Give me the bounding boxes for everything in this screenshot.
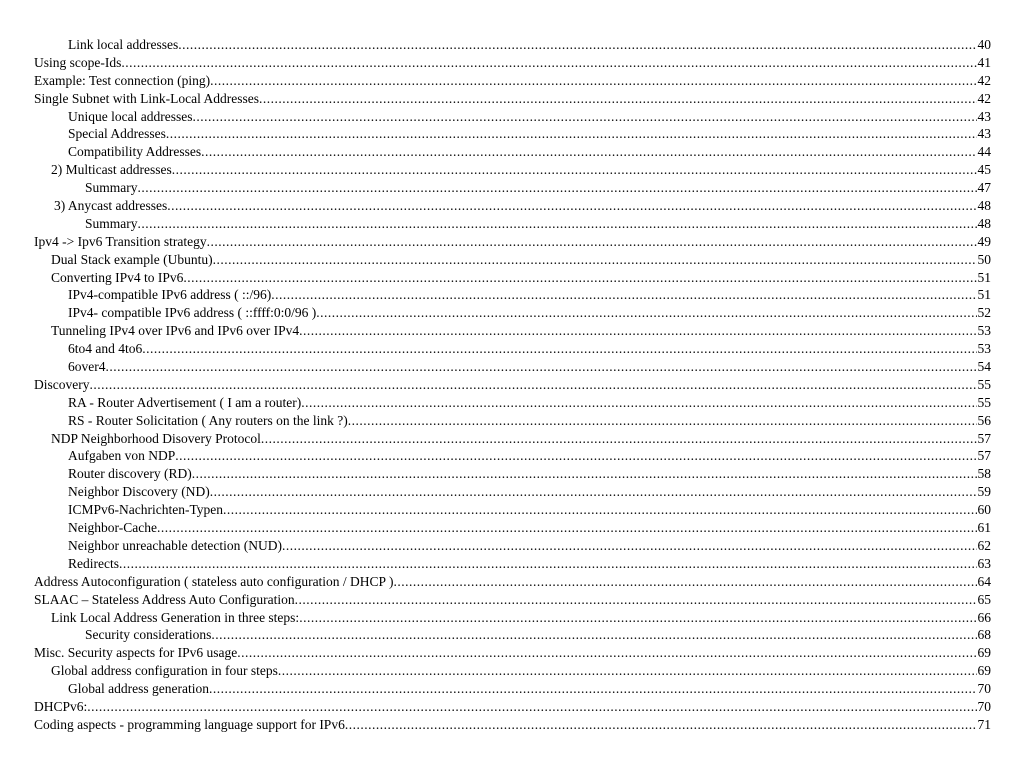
toc-dot-leader: [121, 54, 976, 72]
toc-page-number: 63: [977, 555, 991, 571]
toc-entry[interactable]: [34, 72, 991, 90]
toc-page-number: 53: [977, 323, 991, 339]
toc-dot-leader: [89, 376, 976, 394]
toc-page-number: 69: [977, 645, 991, 661]
toc-dot-leader: [261, 430, 977, 448]
toc-entry-title[interactable]: 6over4: [68, 359, 106, 375]
toc-entry-title[interactable]: Example: Test connection (ping): [34, 72, 211, 88]
toc-entry[interactable]: [34, 36, 991, 54]
toc-page-number: 60: [977, 502, 991, 518]
toc-entry[interactable]: [34, 644, 991, 662]
toc-dot-leader: [210, 483, 977, 501]
toc-entry-title[interactable]: Unique local addresses: [68, 108, 193, 124]
toc-entry-title[interactable]: ICMPv6-Nachrichten-Typen: [68, 502, 224, 518]
toc-page-number: 43: [977, 126, 991, 142]
toc-page-number: 52: [977, 305, 991, 321]
toc-dot-leader: [192, 108, 976, 126]
toc-entry[interactable]: [34, 537, 991, 555]
toc-entry[interactable]: [34, 304, 991, 322]
toc-page-number: 41: [977, 54, 991, 70]
toc-dot-leader: [175, 447, 976, 465]
toc-entry[interactable]: [34, 626, 991, 644]
toc-entry[interactable]: [34, 698, 991, 716]
toc-entry-title[interactable]: NDP Neighborhood Disovery Protocol: [51, 430, 261, 446]
toc-entry[interactable]: [34, 340, 991, 358]
toc-page-number: 59: [977, 484, 991, 500]
toc-page-number: 71: [977, 716, 991, 732]
toc-page-number: 69: [977, 663, 991, 679]
toc-dot-leader: [178, 36, 976, 54]
toc-page-number: 57: [977, 430, 991, 446]
toc-entry-title[interactable]: Coding aspects - programming language support for IPv6: [34, 716, 345, 732]
toc-entry[interactable]: [34, 501, 991, 519]
toc-entry[interactable]: [34, 519, 991, 537]
toc-entry[interactable]: [34, 215, 991, 233]
toc-page-number: 57: [977, 448, 991, 464]
toc-entry[interactable]: [34, 286, 991, 304]
toc-dot-leader: [213, 251, 977, 269]
toc-dot-leader: [259, 90, 977, 108]
toc-entry-title[interactable]: Global address configuration in four steps: [51, 663, 278, 679]
toc-entry[interactable]: [34, 376, 991, 394]
toc-page-number: 49: [977, 233, 991, 249]
toc-dot-leader: [237, 644, 976, 662]
toc-dot-leader: [119, 555, 977, 573]
toc-entry-title[interactable]: Single Subnet with Link-Local Addresses: [34, 90, 259, 106]
toc-page-number: 48: [977, 198, 991, 214]
toc-page-number: 58: [977, 466, 991, 482]
toc-page-number: 42: [977, 72, 991, 88]
table-of-contents: [34, 36, 991, 734]
toc-entry-title[interactable]: Link local addresses: [68, 37, 179, 52]
toc-page-number: 55: [977, 394, 991, 410]
toc-entry-title[interactable]: IPv4- compatible IPv6 address ( ::ffff:0:0/96 ): [68, 305, 317, 321]
toc-entry[interactable]: [34, 716, 991, 734]
toc-page-number: 51: [977, 287, 991, 303]
toc-entry-title[interactable]: Summary: [85, 215, 138, 231]
toc-entry-title[interactable]: Neighbor unreachable detection (NUD): [68, 537, 283, 553]
toc-entry-title[interactable]: Link Local Address Generation in three steps:: [51, 609, 300, 625]
toc-entry-title[interactable]: Address Autoconfiguration ( stateless auto configuration / DHCP ): [34, 573, 394, 589]
toc-dot-leader: [299, 609, 976, 627]
toc-entry-title[interactable]: Aufgaben von NDP: [68, 448, 176, 464]
toc-entry[interactable]: [34, 483, 991, 501]
toc-page-number: 42: [977, 90, 991, 106]
toc-dot-leader: [211, 626, 976, 644]
toc-entry-title[interactable]: 3) Anycast addresses: [54, 198, 168, 214]
toc-entry[interactable]: [34, 125, 991, 143]
toc-entry-title[interactable]: Security considerations: [85, 627, 212, 643]
toc-dot-leader: [223, 501, 976, 519]
toc-dot-leader: [172, 161, 977, 179]
toc-dot-leader: [210, 72, 976, 90]
toc-entry-title[interactable]: Discovery: [34, 376, 90, 392]
toc-dot-leader: [345, 716, 977, 734]
toc-page-number: 65: [977, 591, 991, 607]
toc-entry[interactable]: [34, 412, 991, 430]
toc-dot-leader: [271, 286, 976, 304]
toc-entry[interactable]: [34, 430, 991, 448]
toc-dot-leader: [348, 412, 977, 430]
toc-dot-leader: [166, 125, 977, 143]
toc-entry-title[interactable]: Special Addresses: [68, 126, 166, 142]
toc-page-number: 44: [977, 144, 991, 160]
toc-entry-title[interactable]: 2) Multicast addresses: [51, 162, 172, 178]
toc-dot-leader: [393, 573, 976, 591]
toc-entry[interactable]: [34, 161, 991, 179]
toc-entry[interactable]: [34, 108, 991, 126]
toc-page-number: 54: [977, 359, 991, 375]
toc-page-number: 55: [977, 376, 991, 392]
toc-entry-title[interactable]: Redirects: [68, 555, 119, 571]
toc-dot-leader: [301, 394, 976, 412]
toc-entry[interactable]: [34, 54, 991, 72]
toc-dot-leader: [142, 340, 976, 358]
toc-page-number: 66: [977, 609, 991, 625]
toc-entry-title[interactable]: RS - Router Solicitation ( Any routers on the link ?): [68, 412, 348, 428]
toc-entry[interactable]: [34, 233, 991, 251]
toc-entry-title[interactable]: DHCPv6:: [34, 698, 88, 714]
toc-dot-leader: [167, 197, 976, 215]
toc-dot-leader: [183, 269, 976, 287]
toc-page-number: 68: [977, 627, 991, 643]
toc-page-number: 70: [977, 681, 991, 697]
toc-dot-leader: [316, 304, 976, 322]
toc-dot-leader: [278, 662, 977, 680]
toc-entry-title[interactable]: RA - Router Advertisement ( I am a router): [68, 394, 302, 410]
toc-dot-leader: [87, 698, 976, 716]
toc-entry-title[interactable]: Summary: [85, 180, 138, 196]
toc-dot-leader: [209, 680, 977, 698]
toc-dot-leader: [192, 465, 977, 483]
toc-dot-leader: [157, 519, 977, 537]
toc-page-number: 47: [977, 180, 991, 196]
toc-entry-title[interactable]: Misc. Security aspects for IPv6 usage: [34, 645, 238, 661]
toc-entry[interactable]: [34, 573, 991, 591]
toc-entry[interactable]: [34, 90, 991, 108]
toc-page-number: 50: [977, 251, 991, 267]
toc-entry[interactable]: [34, 179, 991, 197]
toc-entry[interactable]: [34, 269, 991, 287]
toc-page-number: 62: [977, 537, 991, 553]
toc-entry-title[interactable]: 6to4 and 4to6: [68, 341, 143, 357]
toc-dot-leader: [138, 179, 977, 197]
toc-page-number: 40: [977, 37, 991, 52]
toc-entry-title[interactable]: IPv4-compatible IPv6 address ( ::/96): [68, 287, 272, 303]
toc-entry[interactable]: [34, 358, 991, 376]
toc-entry-title[interactable]: Router discovery (RD): [68, 466, 192, 482]
toc-page-number: 61: [977, 520, 991, 536]
toc-entry[interactable]: [34, 680, 991, 698]
toc-page-number: 53: [977, 341, 991, 357]
toc-dot-leader: [201, 143, 976, 161]
toc-entry-title[interactable]: Converting IPv4 to IPv6: [51, 269, 184, 285]
toc-page-number: 64: [977, 573, 991, 589]
toc-dot-leader: [138, 215, 977, 233]
toc-entry-title[interactable]: Dual Stack example (Ubuntu): [51, 251, 213, 267]
toc-entry[interactable]: [34, 591, 991, 609]
toc-entry[interactable]: [34, 662, 991, 680]
toc-entry-title[interactable]: Neighbor Discovery (ND): [68, 484, 210, 500]
toc-page-number: 45: [977, 162, 991, 178]
toc-entry-title[interactable]: Global address generation: [68, 681, 209, 697]
toc-entry-title[interactable]: Ipv4 -> Ipv6 Transition strategy: [34, 233, 207, 249]
toc-entry[interactable]: [34, 322, 991, 340]
toc-entry[interactable]: [34, 197, 991, 215]
toc-entry[interactable]: [34, 251, 991, 269]
toc-page-number: 70: [977, 698, 991, 714]
toc-entry[interactable]: [34, 394, 991, 412]
toc-entry-title[interactable]: Using scope-Ids: [34, 54, 122, 70]
toc-entry[interactable]: [34, 447, 991, 465]
toc-dot-leader: [106, 358, 977, 376]
toc-entry[interactable]: [34, 465, 991, 483]
toc-entry[interactable]: [34, 143, 991, 161]
toc-dot-leader: [207, 233, 977, 251]
toc-page-number: 48: [977, 215, 991, 231]
toc-entry-title[interactable]: SLAAC – Stateless Address Auto Configuration: [34, 591, 295, 607]
toc-entry-title[interactable]: Neighbor-Cache: [68, 520, 157, 536]
toc-entry-title[interactable]: Tunneling IPv4 over IPv6 and IPv6 over IPv4: [51, 323, 300, 339]
toc-page-number: 56: [977, 412, 991, 428]
toc-dot-leader: [299, 322, 976, 340]
toc-page-number: 51: [977, 269, 991, 285]
toc-page-number: 43: [977, 108, 991, 124]
toc-dot-leader: [282, 537, 976, 555]
toc-dot-leader: [295, 591, 977, 609]
toc-entry-title[interactable]: Compatibility Addresses: [68, 144, 202, 160]
toc-entry[interactable]: [34, 555, 991, 573]
toc-entry[interactable]: [34, 609, 991, 627]
